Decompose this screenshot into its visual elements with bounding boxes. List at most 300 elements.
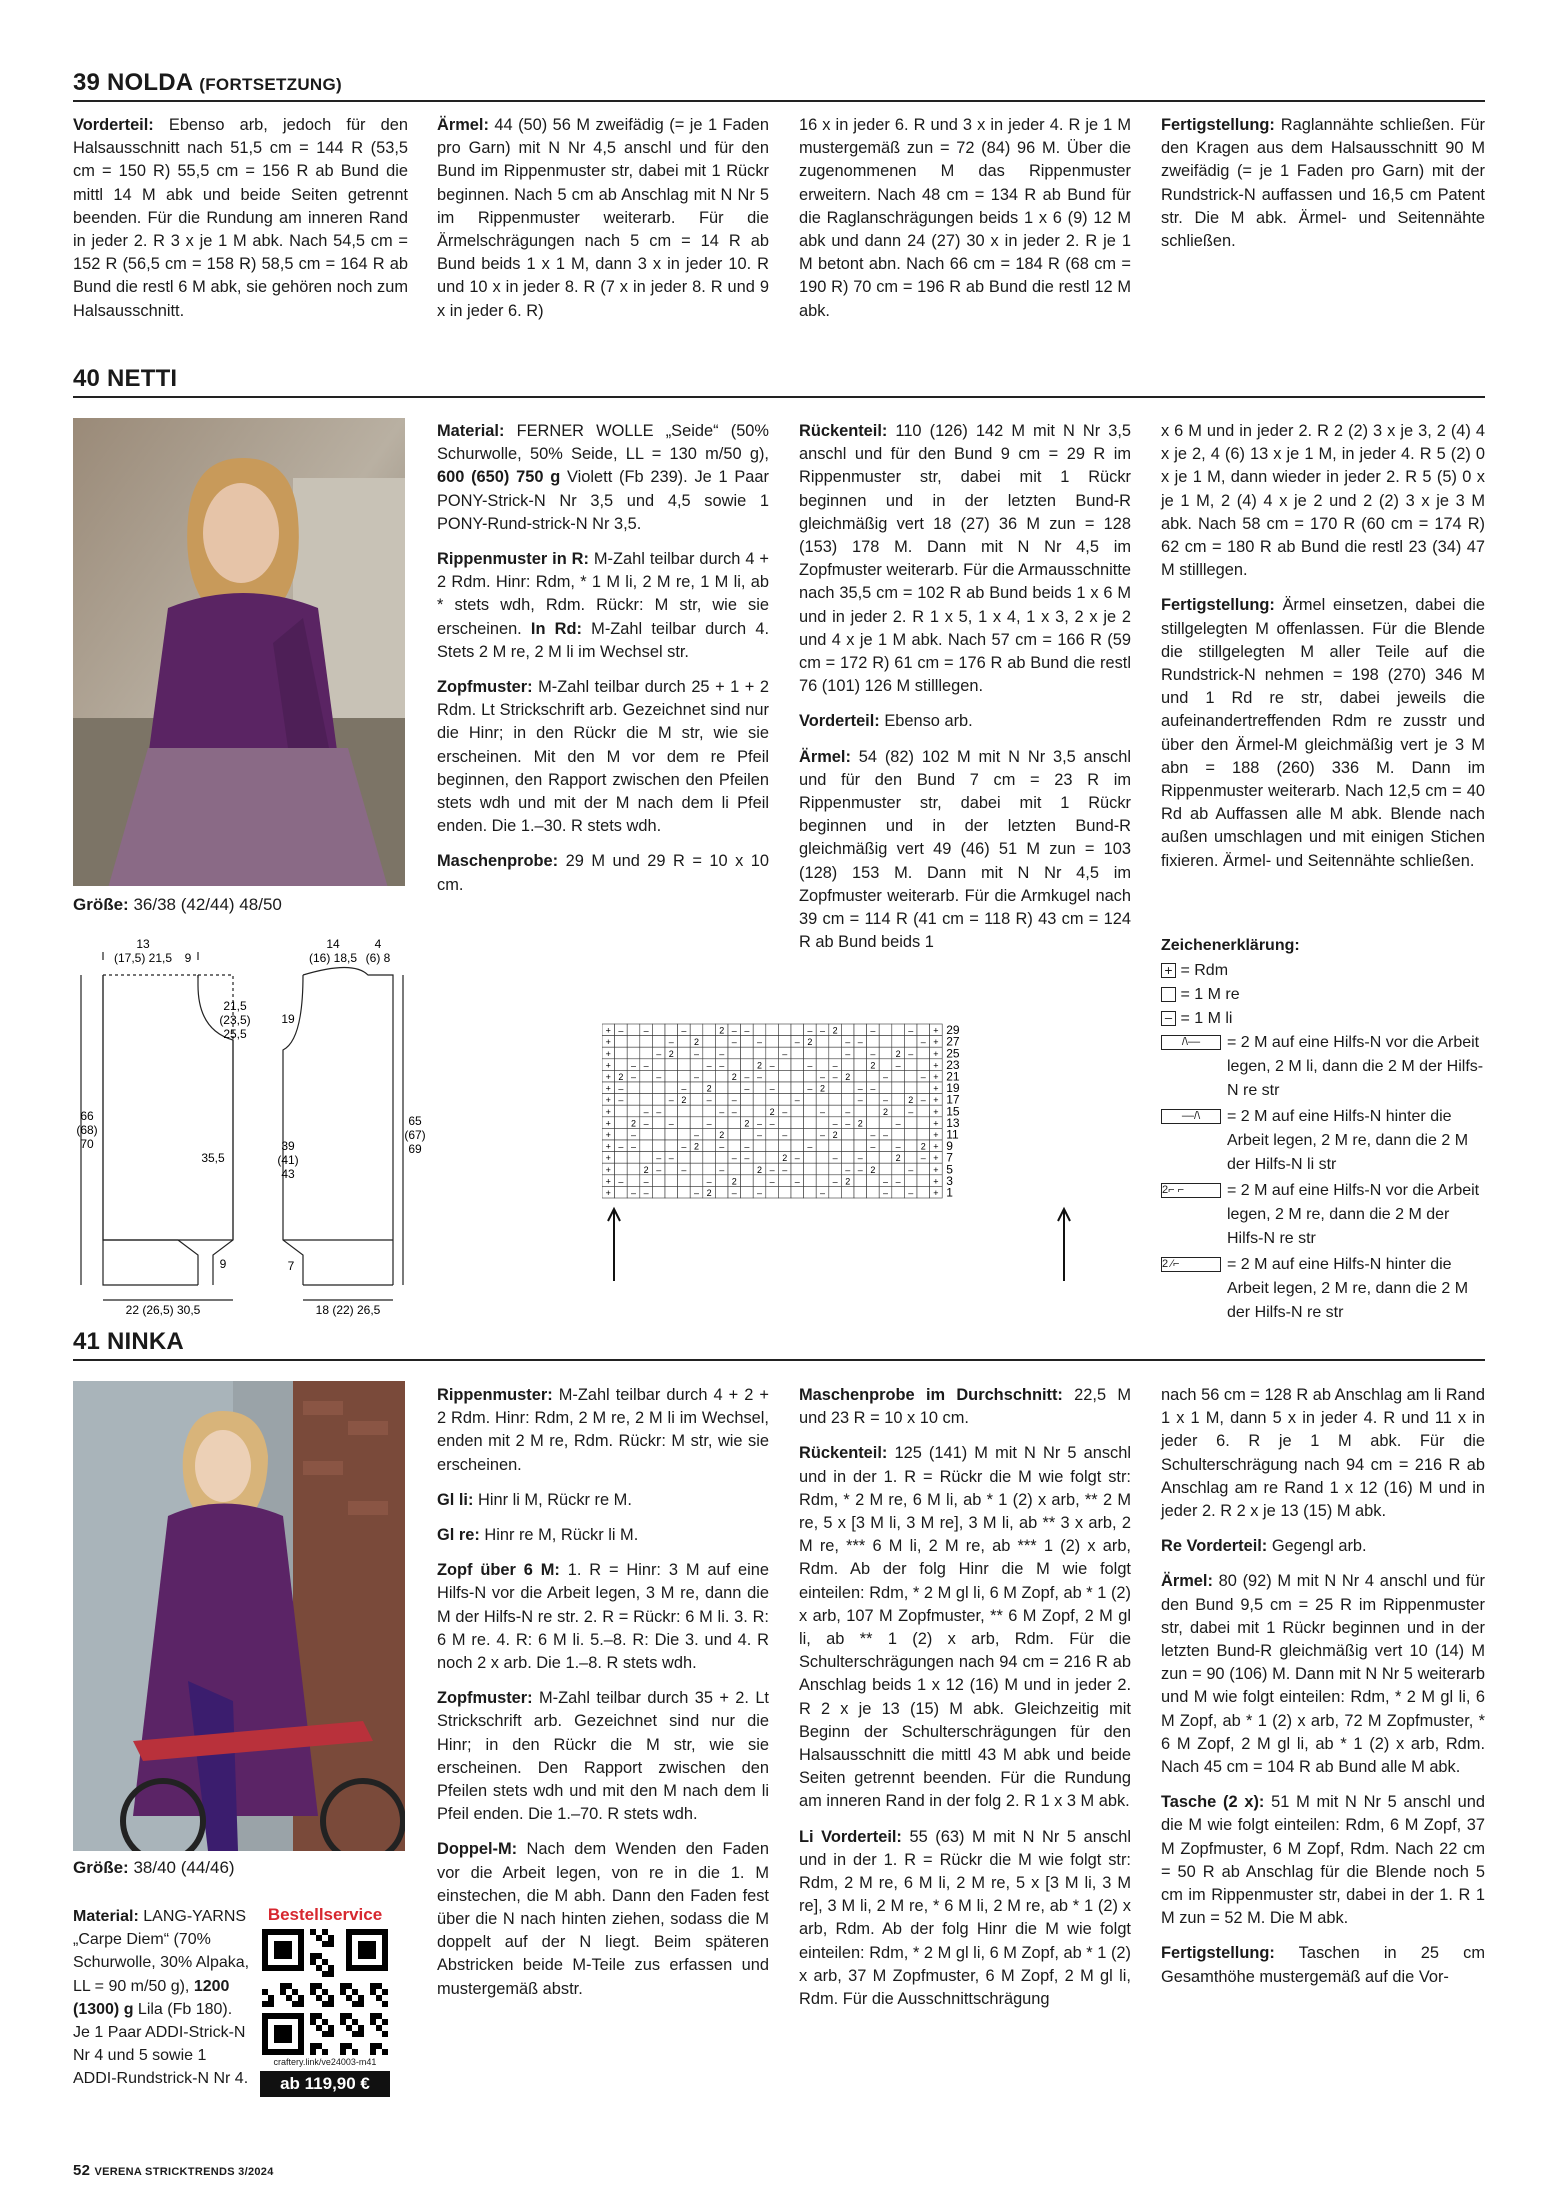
chart-row-label: 27 (946, 1034, 960, 1049)
chart-symbol: + (933, 1060, 939, 1071)
chart-symbol: 2 (643, 1164, 649, 1175)
chart-cell (804, 1175, 817, 1187)
chart-cell (841, 1140, 854, 1152)
chart-symbol: – (630, 1141, 637, 1152)
chart-cell (715, 1175, 728, 1187)
chart-cell (615, 1036, 628, 1048)
chart-symbol: 2 (832, 1025, 838, 1036)
chart-symbol: – (618, 1025, 624, 1036)
chart-symbol: – (719, 1048, 725, 1059)
chart-symbol: + (933, 1118, 939, 1129)
netti-photo (73, 418, 405, 886)
chart-cell (741, 1186, 754, 1198)
chart-cell (678, 1152, 691, 1164)
chart-symbol: – (870, 1083, 876, 1094)
sch-cap: 19 (281, 1012, 295, 1026)
netti-legend (1161, 937, 1485, 1325)
chart-symbol: 2 (744, 1118, 750, 1129)
chart-symbol: – (668, 1118, 674, 1129)
chart-symbol: – (920, 1072, 926, 1082)
chart-symbol: + (933, 1130, 939, 1140)
chart-cell (854, 1105, 867, 1117)
chart-symbol: + (605, 1060, 611, 1071)
order-title: Bestellservice (267, 1905, 383, 1924)
chart-symbol: 2 (870, 1164, 876, 1175)
chart-symbol: – (794, 1153, 800, 1164)
chart-symbol: + (605, 1188, 611, 1198)
chart-symbol: – (908, 1106, 914, 1117)
legend-cable-2: ‒‒/\ = 2 M auf eine Hilfs-N hinter die Arbeit legen, 2 M re, dann die 2 M der Hilfs-N li str (1161, 1105, 1485, 1177)
chart-cell (917, 1175, 930, 1187)
chart-row-label: 17 (946, 1092, 960, 1107)
chart-cell (766, 1024, 779, 1036)
paragraph: Maschenprobe: 29 M und 29 R = 10 x 10 cm. (437, 852, 769, 894)
chart-row-label: 19 (946, 1081, 960, 1096)
model-photo-illustration (73, 418, 405, 886)
chart-cell (652, 1094, 665, 1106)
cable-left-purl-icon: /\‒‒ (1161, 1035, 1221, 1050)
chart-symbol: 2 (756, 1060, 763, 1071)
chart-cell (778, 1175, 791, 1187)
sch-len3: 70 (80, 1137, 94, 1151)
chart-cell (715, 1152, 728, 1164)
chart-cell (615, 1117, 628, 1129)
chart-symbol: – (895, 1176, 901, 1187)
chart-symbol: – (643, 1118, 649, 1129)
chart-cell (665, 1059, 678, 1071)
paragraph: Vorderteil: Ebenso arb. (799, 712, 973, 731)
chart-symbol: – (618, 1095, 624, 1106)
chart-cell (778, 1140, 791, 1152)
chart-cell (766, 1140, 779, 1152)
chart-symbol: – (819, 1025, 826, 1036)
sch-neck2: (23,5) (219, 1013, 251, 1027)
chart-cell (892, 1186, 905, 1198)
chart-symbol: 2 (693, 1037, 700, 1048)
chart-symbol: 2 (706, 1083, 712, 1094)
nolda-col-4 (1161, 114, 1485, 265)
chart-symbol: 2 (857, 1118, 863, 1129)
chart-cell (854, 1024, 867, 1036)
chart-cell (715, 1094, 728, 1106)
chart-symbol: – (706, 1060, 712, 1071)
chart-cell (778, 1117, 791, 1129)
chart-symbol: + (933, 1164, 939, 1175)
chart-symbol: – (782, 1164, 788, 1175)
chart-symbol: – (643, 1060, 649, 1071)
chart-symbol: – (630, 1060, 637, 1071)
chart-cell (816, 1175, 829, 1187)
chart-symbol: – (668, 1037, 674, 1048)
chart-cell (652, 1024, 665, 1036)
chart-cell (829, 1094, 842, 1106)
chart-cell (892, 1105, 905, 1117)
paragraph: Doppel-M: Nach dem Wenden den Faden vor die Arbeit legen, von re in die 1. M einstechen, die M abh. Dann den Faden fest über die N nach hinten ziehen, sodass die M doppelt auf der N liegt. Beim späteren Abstricken beide M-Teile zus erfassen und mustergemäß abstr. (437, 1840, 769, 1998)
cable-right-knit-icon: 2 ⁄⌐ (1161, 1257, 1221, 1272)
chart-symbol: – (769, 1118, 775, 1129)
ninka-photo (73, 1381, 405, 1851)
empty-square-icon (1161, 987, 1176, 1002)
chart-cell (841, 1152, 854, 1164)
chart-cell (678, 1036, 691, 1048)
chart-cell (728, 1128, 741, 1140)
chart-cell (904, 1175, 917, 1187)
chart-cell (766, 1128, 779, 1140)
chart-cell (829, 1082, 842, 1094)
chart-cell (867, 1186, 880, 1198)
chart-symbol: – (668, 1153, 674, 1164)
chart-symbol: – (819, 1072, 826, 1082)
chart-cell (741, 1036, 754, 1048)
chart-symbol: – (807, 1060, 813, 1071)
chart-cell (841, 1059, 854, 1071)
chart-symbol: – (744, 1153, 750, 1164)
chart-symbol: 2 (719, 1130, 725, 1140)
chart-symbol: – (845, 1118, 851, 1129)
chart-cell (854, 1047, 867, 1059)
chart-cell (627, 1105, 640, 1117)
chart-row-label: 9 (946, 1139, 953, 1154)
repeat-arrow-icon (608, 1209, 620, 1281)
sch-sl2: (41) (277, 1153, 299, 1167)
paragraph: Fertigstellung: Ärmel einsetzen, dabei die stillgelegten M offenlassen. Für die Blende die stillgelegten M aller Teile auf die Rundstrick-N nehmen = 198 (270) 346 M und 1 Rd re str, dabei jeweils die aufeinandertreffenden Rdm re zusstr und über den Ärmel-M gleichmäßig vert je 3 M abn = 188 (260) 336 M. Dann im Rippenmuster weiterarb. Nach 12,5 cm = 40 Rd ab Auffassen alle M abk. Blende nach außen umschlagen und mit einigen Stichen fixieren. Ärmel- und Seitennähte schließen. (1161, 596, 1485, 870)
chart-cell (753, 1152, 766, 1164)
chart-symbol: + (933, 1083, 939, 1094)
sch-back-top2: (17,5) 21,5 (113, 951, 173, 965)
chart-cell (917, 1117, 930, 1129)
chart-cell (841, 1186, 854, 1198)
chart-cell (854, 1140, 867, 1152)
chart-symbol: – (630, 1072, 637, 1082)
paragraph: Rippenmuster in R: M-Zahl teilbar durch 4 + 2 Rdm. Hinr: Rdm, * 1 M li, 2 M re, 1 M li, ab * stets wdh, Rdm. Rückr: M str, wie sie erscheinen. In Rd: M-Zahl teilbar durch 4. Stets 2 M re, 2 M li im Wechsel str. (437, 550, 769, 661)
chart-row-label: 15 (946, 1104, 960, 1119)
chart-symbol: – (731, 1188, 737, 1198)
chart-symbol: – (731, 1025, 737, 1036)
chart-symbol: – (920, 1153, 926, 1164)
paragraph: nach 56 cm = 128 R ab Anschlag am li Rand 1 x 1 M, dann 5 x in jeder 4. R und 11 x in jeder 6. R je 1 M abk. Für die Schulterschrägung nach 94 cm = 216 R ab Anschlag am re Rand 1 x 12 (16) M und in jeder 2. R 2 x je 13 (15) M abk. (1161, 1386, 1485, 1521)
chart-symbol: – (756, 1188, 763, 1198)
chart-symbol: – (908, 1164, 914, 1175)
chart-cell (741, 1047, 754, 1059)
chart-symbol: + (933, 1176, 939, 1187)
section-heading-nolda: 39 NOLDA (FORTSETZUNG) (73, 68, 1485, 102)
chart-cell (778, 1070, 791, 1082)
order-service[interactable] (260, 1905, 390, 2097)
repeat-arrow-icon (1058, 1209, 1070, 1281)
paragraph: Vorderteil: Ebenso arb, jedoch für den Halsausschnitt nach 51,5 cm = 144 R (53,5 cm = 150 R) 55,5 cm = 156 R ab Bund die mittl 14 M abk und beide Seiten getrennt beenden. Für die Rundung am inneren Rand in jeder 2. R 3 x je 1 M abk. Nach 54,5 cm = 152 R (56,5 cm = 158 R) 58,5 cm = 164 R ab Bund die restl 6 M abk, sie gehören noch zum Halsausschnitt. (73, 116, 408, 320)
chart-cell (917, 1047, 930, 1059)
chart-symbol: – (769, 1176, 775, 1187)
chart-symbol: – (719, 1060, 725, 1071)
chart-cell (816, 1117, 829, 1129)
ninka-col-4 (1161, 1384, 1485, 2001)
ninka-material: Material: LANG-YARNS „Carpe Diem“ (70% Schurwolle, 30% Alpaka, LL = 90 m/50 g), 1200 (1300) g Lila (Fb 180). Je 1 Paar ADDI-Strick-N Nr 4 und 5 sowie 1 ADDI-Rundstrick-N Nr 4. (73, 1908, 250, 2088)
chart-cell (678, 1128, 691, 1140)
sch-sl-top: 14 (326, 937, 340, 951)
chart-symbol: – (618, 1083, 624, 1094)
chart-cell (867, 1175, 880, 1187)
chart-symbol: – (857, 1083, 863, 1094)
chart-cell (867, 1036, 880, 1048)
chart-cell (665, 1186, 678, 1198)
chart-cell (715, 1070, 728, 1082)
chart-cell (791, 1128, 804, 1140)
chart-symbol: – (908, 1188, 914, 1198)
chart-cell (778, 1059, 791, 1071)
chart-symbol: – (819, 1188, 826, 1198)
chart-cell (879, 1024, 892, 1036)
chart-cell (791, 1024, 804, 1036)
chart-cell (778, 1186, 791, 1198)
chart-cell (917, 1128, 930, 1140)
paragraph: Zopfmuster: M-Zahl teilbar durch 35 + 2. Lt Strickschrift arb. Gezeichnet sind nur die Hinr; in den Rückr die M str, wie sie erscheinen. Den Rapport zwischen den Pfeilen stets wdh und mit den M nach dem li Pfeil enden. Die 1.–70. R stets wdh. (437, 1689, 769, 1824)
chart-cell (728, 1117, 741, 1129)
chart-symbol: – (857, 1095, 863, 1106)
chart-symbol: – (870, 1048, 876, 1059)
chart-cell (904, 1036, 917, 1048)
chart-cell (778, 1036, 791, 1048)
chart-cell (917, 1082, 930, 1094)
chart-cell (879, 1059, 892, 1071)
chart-cell (627, 1175, 640, 1187)
chart-symbol: – (681, 1141, 687, 1152)
chart-cell (753, 1094, 766, 1106)
chart-symbol: – (908, 1048, 914, 1059)
chart-symbol: – (706, 1118, 712, 1129)
chart-cell (678, 1175, 691, 1187)
chart-cell (615, 1105, 628, 1117)
chart-cell (615, 1059, 628, 1071)
chart-cell (640, 1047, 653, 1059)
chart-cell (753, 1047, 766, 1059)
chart-cell (665, 1082, 678, 1094)
chart-symbol: – (845, 1037, 851, 1048)
chart-symbol: – (769, 1164, 775, 1175)
chart-symbol: – (744, 1072, 750, 1082)
chart-cell (791, 1163, 804, 1175)
chart-symbol: – (832, 1176, 838, 1187)
chart-symbol: – (719, 1141, 725, 1152)
paragraph: Zopf über 6 M: 1. R = Hinr: 3 M auf eine Hilfs-N vor die Arbeit legen, 3 M re, dann die M der Hilfs-N re str. 2. R = Rückr: 6 M li. 3. R: 6 M re. 4. R: 6 M li. 5.–8. R: Die 3. und 4. R noch 2 x arb. Die 1.–8. R stets wdh. (437, 1561, 769, 1673)
chart-symbol: – (656, 1048, 662, 1059)
chart-cell (804, 1070, 817, 1082)
chart-symbol: – (731, 1037, 737, 1048)
chart-symbol: – (769, 1060, 775, 1071)
sch-sl3: 43 (281, 1167, 295, 1181)
chart-cell (640, 1082, 653, 1094)
chart-symbol: – (870, 1130, 876, 1140)
chart-cell (690, 1024, 703, 1036)
chart-cell (904, 1140, 917, 1152)
page-footer: 52 VERENA STRICKTRENDS 3/2024 (73, 2162, 274, 2179)
paragraph: Rückenteil: 125 (141) M mit N Nr 5 anschl und in der 1. R = Rückr die M wie folgt str: Rdm, * 2 M re, 6 M li, ab * 1 (2) x arb, ** 2 M re, 5 x [3 M li, 3 M re], 3 M li, ab ** 3 x arb, 2 M re, *** 6 M li, 2 M re, ab *** 1 (2) x arb, Rdm. Ab der folg Hinr die M wie folgt einteilen: Rdm, * 2 M gl li, 6 M Zopf, ab * 1 (2) x arb, 107 M Zopfmuster, ** 6 M Zopf, 2 M gl li, ab ** 1 (2) x arb, Rdm. Für die Schulterschrägungen nach 94 cm = 216 R ab Anschlag beids 1 x 12 (16) M und in jeder 2. R 2 x je 13 (15) M abk. Gleichzeitig mit Beginn der Schulterschrägungen für den Halsausschnitt die mittl 43 M abk und beide Seiten getrennt beenden. Für die Rundung am inneren Rand in der folg 2. R 1 x 3 M abk. (799, 1444, 1131, 1811)
chart-symbol: – (656, 1164, 662, 1175)
chart-cell (703, 1024, 716, 1036)
chart-cell (791, 1059, 804, 1071)
cable-chart-grid (602, 1016, 1112, 1286)
chart-row-label: 23 (946, 1057, 960, 1072)
chart-symbol: – (681, 1164, 687, 1175)
chart-cell (917, 1024, 930, 1036)
chart-symbol: + (605, 1106, 611, 1117)
chart-symbol: – (744, 1083, 750, 1094)
sch-sl1: 39 (281, 1139, 295, 1153)
cable-left-knit-icon: 2⌐ ⌐ (1161, 1183, 1221, 1198)
chart-cell (703, 1128, 716, 1140)
chart-cell (753, 1082, 766, 1094)
chart-symbol: – (807, 1083, 813, 1094)
chart-cell (917, 1163, 930, 1175)
chart-cell (741, 1059, 754, 1071)
chart-symbol: 2 (882, 1106, 889, 1117)
legend-cable-1: /\‒‒ = 2 M auf eine Hilfs-N vor die Arbeit legen, 2 M li, dann die 2 M der Hilfs-N re str (1161, 1031, 1485, 1103)
chart-cell (879, 1163, 892, 1175)
chart-cell (816, 1036, 829, 1048)
chart-symbol: – (870, 1025, 876, 1036)
chart-symbol: + (933, 1188, 939, 1198)
netti-col-2 (437, 420, 769, 909)
chart-symbol: – (769, 1083, 775, 1094)
chart-row-label: 13 (946, 1115, 960, 1130)
chart-cell (741, 1128, 754, 1140)
ninka-col-2 (437, 1384, 769, 2013)
chart-cell (879, 1140, 892, 1152)
netti-schematic (73, 930, 433, 1325)
legend-re: = 1 M re (1161, 983, 1485, 1007)
chart-cell (703, 1047, 716, 1059)
chart-cell (665, 1140, 678, 1152)
chart-symbol: + (605, 1118, 611, 1129)
chart-symbol: – (731, 1106, 737, 1117)
chart-symbol: – (857, 1037, 863, 1048)
chart-cell (904, 1128, 917, 1140)
chart-cell (904, 1070, 917, 1082)
sch-sll2: (67) (404, 1128, 426, 1142)
chart-cell (741, 1105, 754, 1117)
chart-cell (615, 1163, 628, 1175)
chart-symbol: – (618, 1176, 624, 1187)
chart-row-label: 25 (946, 1046, 960, 1061)
sch-len2: (68) (76, 1123, 98, 1137)
chart-cell (741, 1175, 754, 1187)
chart-symbol: – (782, 1048, 788, 1059)
chart-symbol: – (845, 1106, 851, 1117)
section-heading-ninka: 41 NINKA (73, 1327, 1485, 1361)
chart-cell (791, 1105, 804, 1117)
chart-symbol: – (693, 1048, 700, 1059)
chart-cell (753, 1175, 766, 1187)
ninka-col-3 (799, 1384, 1131, 2023)
netti-col-4 (1161, 420, 1485, 885)
chart-symbol: 2 (870, 1060, 876, 1071)
chart-symbol: – (681, 1025, 687, 1036)
legend-cable-3: 2⌐ ⌐ = 2 M auf eine Hilfs-N vor die Arbeit legen, 2 M re, dann die 2 M der Hilfs-N re str (1162, 1182, 1480, 1247)
chart-cell (703, 1140, 716, 1152)
chart-symbol: 2 (618, 1072, 624, 1082)
chart-cell (804, 1117, 817, 1129)
chart-cell (778, 1094, 791, 1106)
chart-symbol: + (605, 1025, 611, 1036)
chart-symbol: – (731, 1095, 737, 1106)
chart-symbol: 2 (895, 1048, 901, 1059)
chart-symbol: 2 (819, 1083, 826, 1094)
chart-symbol: – (756, 1118, 763, 1129)
price-badge[interactable]: ab 119,90 € (260, 2071, 390, 2097)
sch-sl-top2: (16) 18,5 (308, 951, 358, 965)
chart-cell (854, 1175, 867, 1187)
legend-li: – = 1 M li (1161, 1007, 1485, 1031)
chart-symbol: – (656, 1072, 662, 1082)
paragraph: Li Vorderteil: 55 (63) M mit N Nr 5 anschl und in der 1. R = Rückr die M wie folgt str: Rdm, 2 M re, 6 M li, 2 M re, 5 x [3 M li, 3 M re], 3 M li, 2 M re, * 6 M li, 2 M re, ab * 1 (2) x arb, Rdm. Ab der folg Hinr die M wie folgt einteilen: Rdm, * 2 M gl li, 6 M Zopf, ab * 1 (2) x arb, 37 M Zopfmuster, 6 M Zopf, 2 M gl li, Rdm. Für die Ausschnittschrägung (799, 1827, 1131, 2009)
chart-cell (867, 1152, 880, 1164)
order-link[interactable]: craftery.link/ve24003-m41 (273, 2057, 377, 2067)
chart-cell (816, 1047, 829, 1059)
chart-symbol: – (693, 1130, 700, 1140)
chart-symbol: – (794, 1176, 800, 1187)
chart-symbol: 2 (681, 1095, 687, 1106)
chart-symbol: – (908, 1025, 914, 1036)
chart-symbol: – (693, 1072, 700, 1082)
sch-body: 35,5 (201, 1151, 225, 1165)
paragraph: Fertigstellung: Raglannähte schließen. Für den Kragen aus dem Halsausschnitt 90 M zweifädig (= je 1 Faden pro Garn) mit der Rundstrick-N auffassen und 16,5 cm Patent str. Die M abk. Ärmel- und Seitennähte schließen. (1161, 116, 1485, 251)
chart-cell (892, 1094, 905, 1106)
paragraph: Maschenprobe im Durchschnitt: 22,5 M und 23 R = 10 x 10 cm. (799, 1386, 1131, 1428)
chart-symbol: – (832, 1153, 838, 1164)
sch-sll1: 65 (408, 1114, 422, 1128)
chart-cell (640, 1070, 653, 1082)
chart-cell (854, 1059, 867, 1071)
chart-symbol: 2 (782, 1153, 788, 1164)
chart-cell (665, 1128, 678, 1140)
chart-symbol: – (832, 1060, 838, 1071)
chart-cell (892, 1070, 905, 1082)
chart-symbol: 2 (908, 1095, 914, 1106)
chart-symbol: + (605, 1141, 611, 1152)
plus-symbol-icon: + (1161, 963, 1176, 978)
chart-symbol: – (706, 1176, 712, 1187)
chart-row-label: 11 (946, 1127, 959, 1142)
chart-symbol: + (605, 1037, 611, 1048)
chart-symbol: 2 (756, 1164, 763, 1175)
sch-slw: 18 (22) 26,5 (315, 1303, 381, 1317)
chart-symbol: – (681, 1083, 687, 1094)
sch-sl-top3: 4 (374, 937, 382, 951)
chart-cell (715, 1186, 728, 1198)
chart-symbol: 2 (832, 1130, 838, 1140)
chart-symbol: 2 (706, 1188, 712, 1198)
chart-cell (703, 1152, 716, 1164)
chart-cell (753, 1140, 766, 1152)
chart-cell (766, 1070, 779, 1082)
chart-symbol: 2 (719, 1025, 725, 1036)
sch-len1: 66 (80, 1109, 94, 1123)
chart-cell (917, 1059, 930, 1071)
chart-symbol: + (933, 1095, 939, 1106)
chart-symbol: – (693, 1188, 700, 1198)
chart-symbol: – (782, 1106, 788, 1117)
chart-cell (627, 1094, 640, 1106)
qr-code-icon[interactable] (262, 1929, 388, 2055)
chart-cell (690, 1082, 703, 1094)
chart-symbol: + (933, 1106, 939, 1117)
chart-symbol: – (895, 1118, 901, 1129)
chart-symbol: + (933, 1037, 939, 1048)
chart-symbol: – (819, 1130, 826, 1140)
cable-right-purl-icon: ‒‒/\ (1161, 1109, 1221, 1124)
chart-row-label: 1 (946, 1185, 953, 1200)
chart-symbol: – (832, 1072, 838, 1082)
chart-symbol: – (857, 1153, 863, 1164)
